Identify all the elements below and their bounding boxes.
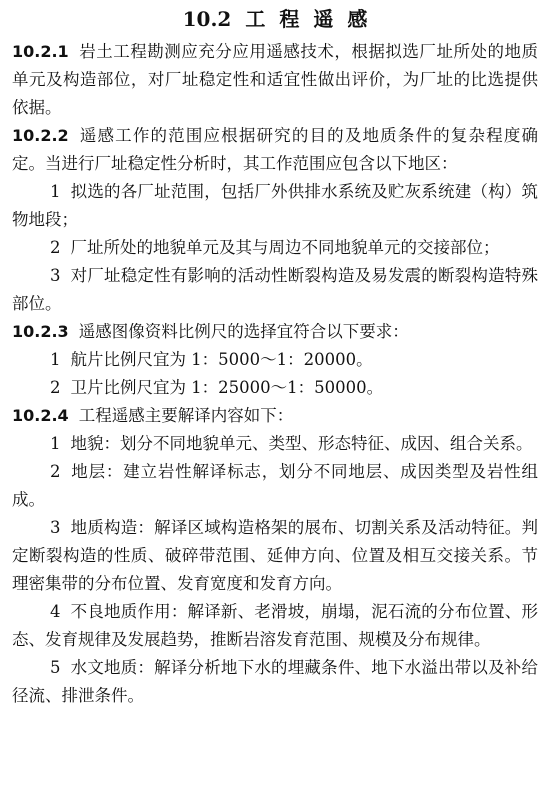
item-text: 厂址所处的地貌单元及其与周边不同地貌单元的交接部位； bbox=[70, 238, 500, 257]
list-item bbox=[12, 374, 538, 402]
clause-text: 遥感工作的范围应根据研究的目的及地质条件的复杂程度确定。当进行厂址稳定性分析时，其工作范围应包含以下地区： bbox=[12, 126, 538, 173]
section-title-char: 工 bbox=[245, 7, 266, 31]
section-title-char: 感 bbox=[347, 7, 368, 31]
clause-text: 工程遥感主要解译内容如下： bbox=[78, 406, 294, 425]
list-item bbox=[12, 262, 538, 318]
list-item bbox=[12, 178, 538, 234]
clause-10-2-4 bbox=[12, 402, 538, 430]
clause-text: 遥感图像资料比例尺的选择宜符合以下要求： bbox=[78, 322, 409, 341]
clause-number: 10.2.1 bbox=[12, 42, 69, 61]
clause-number: 10.2.3 bbox=[12, 322, 69, 341]
clause-number: 10.2.4 bbox=[12, 406, 69, 425]
item-number: 1 bbox=[49, 182, 61, 201]
clause-number: 10.2.2 bbox=[12, 126, 69, 145]
item-number: 1 bbox=[49, 434, 61, 453]
section-title-char: 遥 bbox=[313, 7, 334, 31]
list-item bbox=[12, 346, 538, 374]
section-title-char: 程 bbox=[279, 7, 300, 31]
clause-10-2-2 bbox=[12, 122, 538, 178]
item-number: 1 bbox=[49, 350, 61, 369]
item-text: 航片比例尺宜为 1：5000～1：20000。 bbox=[70, 350, 373, 369]
clause-text: 岩土工程勘测应充分应用遥感技术，根据拟选厂址所处的地质单元及构造部位，对厂址稳定性和适宜性做出评价，为厂址的比选提供依据。 bbox=[12, 42, 538, 117]
item-number: 2 bbox=[49, 378, 61, 397]
section-title bbox=[12, 6, 538, 32]
list-item bbox=[12, 234, 538, 262]
item-text: 地质构造：解译区域构造格架的展布、切割关系及活动特征。判定断裂构造的性质、破碎带范围、延伸方向、位置及相互交接关系。节理密集带的分布位置、发育宽度和发育方向。 bbox=[12, 518, 538, 593]
item-text: 地层：建立岩性解译标志，划分不同地层、成因类型及岩性组成。 bbox=[12, 462, 538, 509]
list-item bbox=[12, 598, 538, 654]
item-number: 2 bbox=[49, 238, 61, 257]
item-text: 地貌：划分不同地貌单元、类型、形态特征、成因、组合关系。 bbox=[70, 434, 533, 453]
clause-10-2-1 bbox=[12, 38, 538, 122]
clause-10-2-3 bbox=[12, 318, 538, 346]
item-text: 拟选的各厂址范围，包括厂外供排水系统及贮灰系统建（构）筑物地段； bbox=[12, 182, 538, 229]
section-number: 10.2 bbox=[182, 7, 232, 31]
item-text: 不良地质作用：解译新、老滑坡，崩塌，泥石流的分布位置、形态、发育规律及发展趋势，推断岩溶发育范围、规模及分布规律。 bbox=[12, 602, 538, 649]
item-number: 3 bbox=[49, 518, 61, 537]
item-number: 3 bbox=[49, 266, 61, 285]
list-item bbox=[12, 514, 538, 598]
list-item bbox=[12, 430, 538, 458]
list-item bbox=[12, 654, 538, 710]
item-number: 2 bbox=[49, 462, 61, 481]
item-text: 水文地质：解译分析地下水的埋藏条件、地下水溢出带以及补给径流、排泄条件。 bbox=[12, 658, 538, 705]
list-item bbox=[12, 458, 538, 514]
item-number: 5 bbox=[49, 658, 61, 677]
item-number: 4 bbox=[49, 602, 61, 621]
item-text: 对厂址稳定性有影响的活动性断裂构造及易发震的断裂构造特殊部位。 bbox=[12, 266, 538, 313]
item-text: 卫片比例尺宜为 1：25000～1：50000。 bbox=[70, 378, 384, 397]
